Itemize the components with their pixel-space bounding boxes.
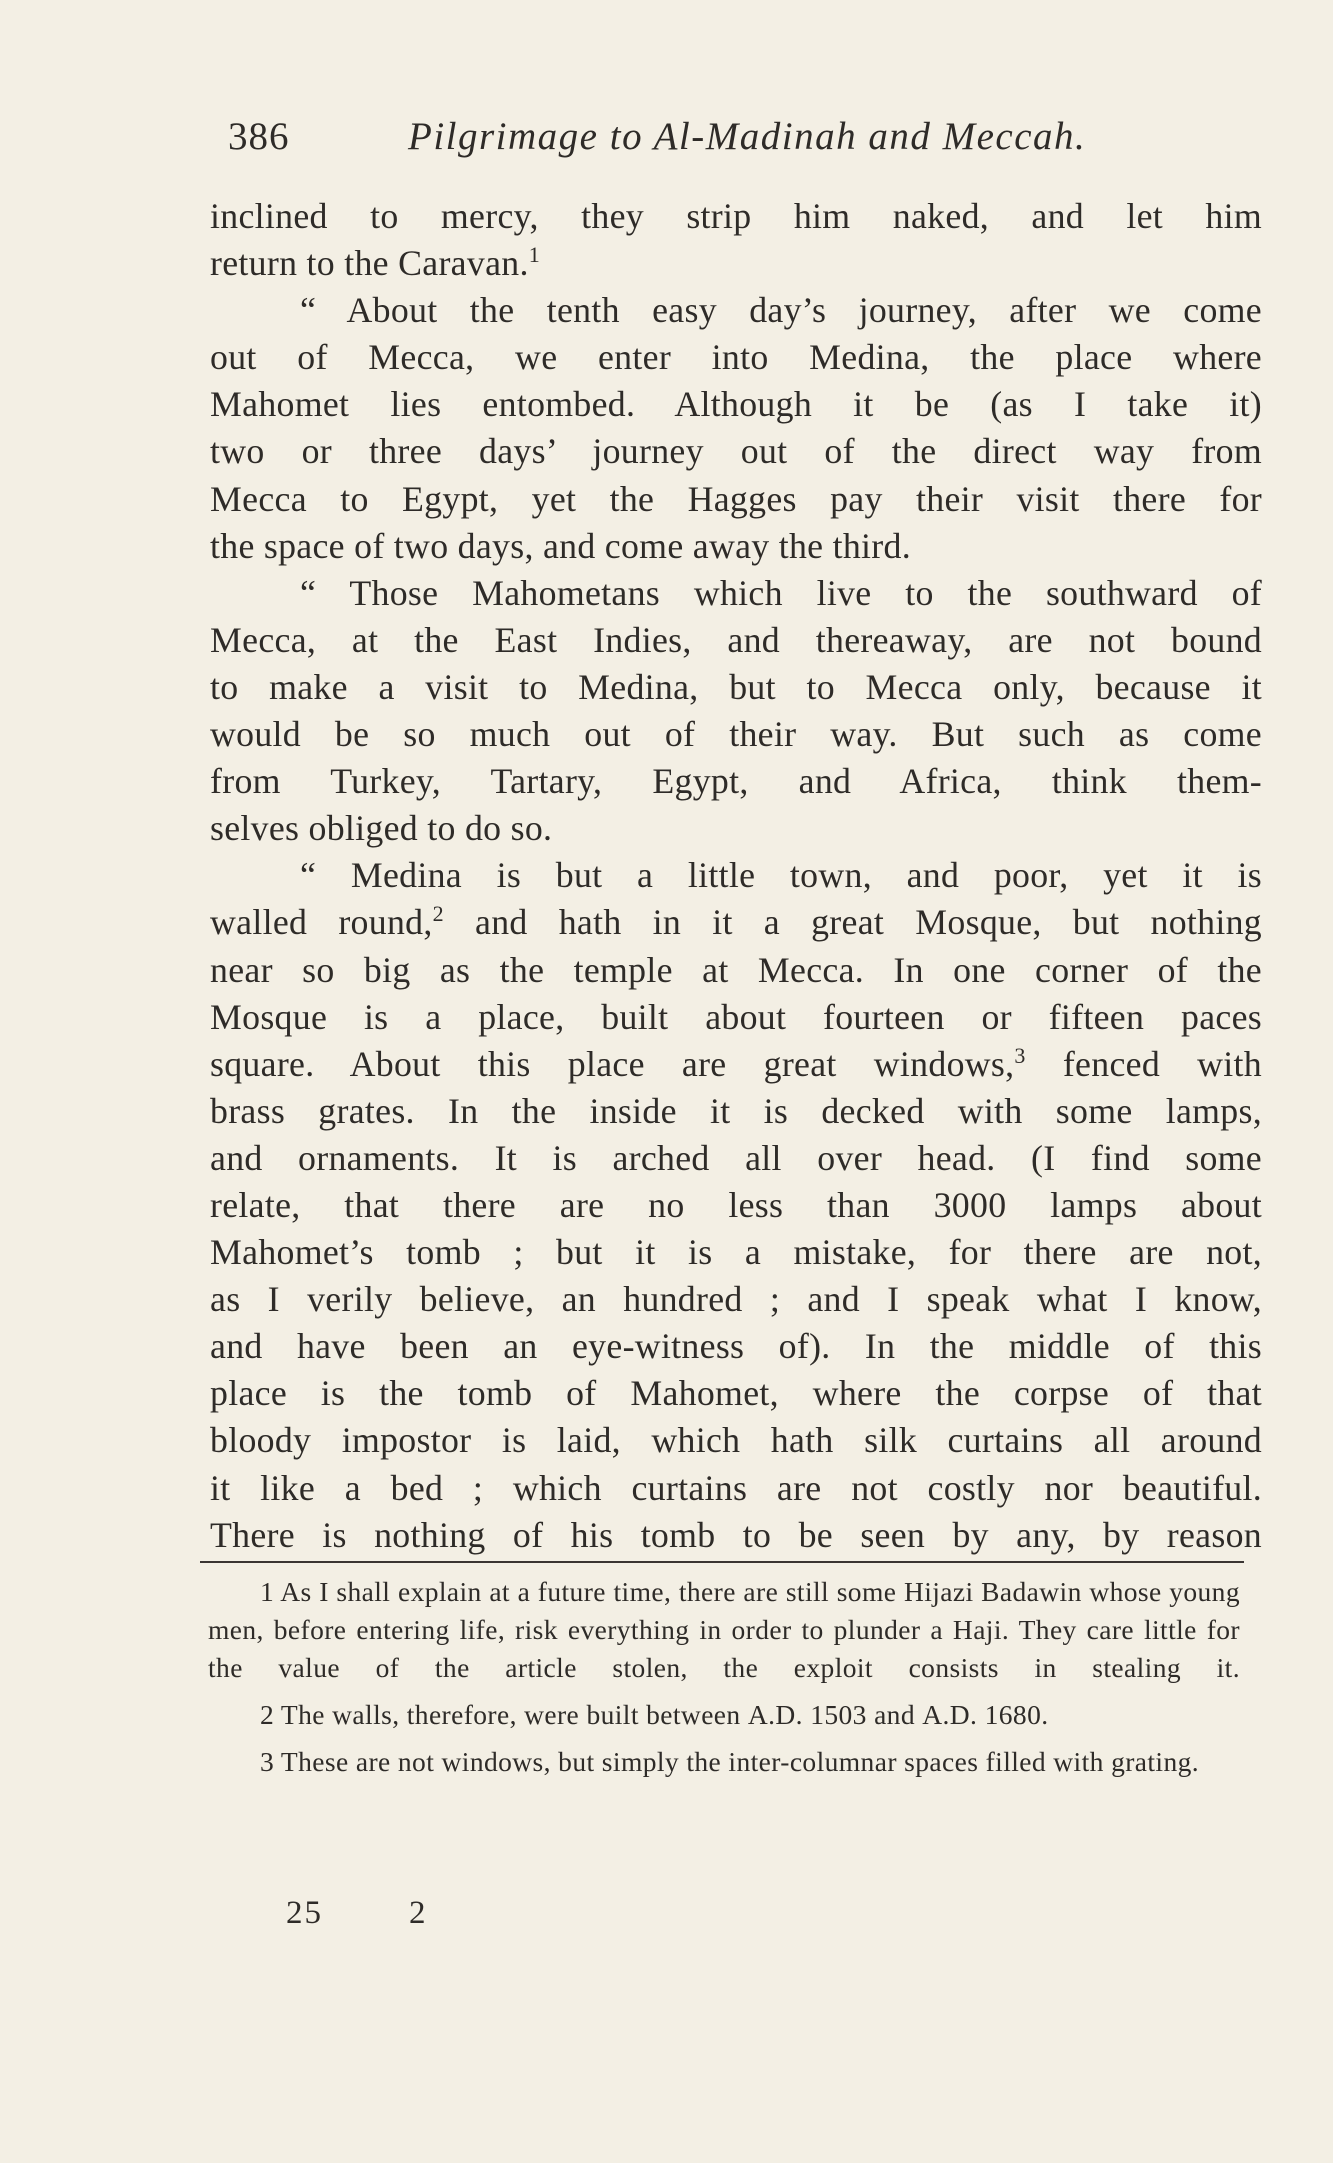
running-title: Pilgrimage to Al-Madinah and Meccah. xyxy=(408,115,1087,158)
footnote-2 xyxy=(208,1696,1240,1734)
body-text xyxy=(210,193,1262,1559)
text-line: “ Medina is but a little town, and poor, yet it is xyxy=(300,855,1262,896)
text-line: the space of two days, and come away the third. xyxy=(210,525,911,566)
text-line: place is the tomb of Mahomet, where the corpse of that xyxy=(210,1373,1262,1414)
text-line: brass grates. In the inside it is decked with some lamps, xyxy=(210,1090,1262,1131)
text-line: Mecca to Egypt, yet the Hagges pay their visit there for xyxy=(210,478,1262,519)
footnote-marker-1[interactable]: 1 xyxy=(528,242,541,268)
text-line: and have been an eye-witness of). In the middle of this xyxy=(210,1326,1262,1367)
footnote-marker-3[interactable]: 3 xyxy=(1014,1042,1026,1068)
text-line xyxy=(210,1041,1262,1088)
signature-sheet: 25 xyxy=(286,1895,323,1931)
footnote-3: 3 These are not windows, but simply the inter-columnar spaces filled with grating. xyxy=(260,1746,1200,1777)
page-number: 386 xyxy=(228,115,290,158)
text-line: Mosque is a place, built about fourteen or fifteen paces xyxy=(210,996,1262,1037)
footnote-rule xyxy=(200,1561,1244,1563)
footnotes xyxy=(208,1573,1240,1790)
text-span: walled round, xyxy=(210,902,433,943)
era-abbrev: A.D. xyxy=(922,1699,978,1730)
footnote-marker-2[interactable]: 2 xyxy=(432,901,444,927)
text-line: near so big as the temple at Mecca. In one corner of the xyxy=(210,949,1262,990)
text-span: 1503 and xyxy=(802,1699,923,1730)
text-line xyxy=(210,240,1262,287)
text-line: selves obliged to do so. xyxy=(210,808,553,849)
text-line: relate, that there are no less than 3000 lamps about xyxy=(210,1184,1262,1225)
text-span: square. About this place are great windows, xyxy=(210,1043,1015,1084)
text-line: Mahomet’s tomb ; but it is a mistake, for there are not, xyxy=(210,1232,1262,1273)
signature-part: 2 xyxy=(409,1895,428,1931)
text-line: bloody impostor is laid, which hath silk curtains all around xyxy=(210,1420,1262,1461)
text-span: 2 The walls, therefore, were built between xyxy=(260,1699,748,1730)
paragraph-2 xyxy=(210,287,1262,570)
text-line: two or three days’ journey out of the direct way from xyxy=(210,431,1262,472)
text-span: 1680. xyxy=(977,1699,1049,1730)
text-line: “ About the tenth easy day’s journey, after we come xyxy=(300,290,1262,331)
text-line: as I verily believe, an hundred ; and I speak what I know, xyxy=(210,1279,1262,1320)
text-line: “ Those Mahometans which live to the southward of xyxy=(300,572,1262,613)
paragraph-4 xyxy=(210,852,1262,1558)
text-span: return to the Caravan. xyxy=(210,243,529,284)
running-head xyxy=(228,114,1258,174)
text-line: out of Mecca, we enter into Medina, the place where xyxy=(210,337,1262,378)
text-line: it like a bed ; which curtains are not costly nor beautiful. xyxy=(210,1467,1262,1508)
printer-signature xyxy=(286,1895,428,1932)
text-line: Mecca, at the East Indies, and thereaway, are not bound xyxy=(210,619,1262,660)
text-line: inclined to mercy, they strip him naked, and let him xyxy=(210,196,1262,236)
text-line xyxy=(210,899,1262,946)
text-line: would be so much out of their way. But such as come xyxy=(210,714,1262,755)
paragraph-1 xyxy=(210,193,1262,287)
text-line: There is nothing of his tomb to be seen by any, by reason xyxy=(210,1514,1262,1555)
text-line: to make a visit to Medina, but to Mecca only, because it xyxy=(210,666,1262,707)
text-line: and ornaments. It is arched all over head. (I find some xyxy=(210,1137,1262,1178)
text-line: from Turkey, Tartary, Egypt, and Africa, think them- xyxy=(210,761,1262,802)
era-abbrev: A.D. xyxy=(747,1699,803,1730)
paragraph-3 xyxy=(210,570,1262,853)
text-line: Mahomet lies entombed. Although it be (as I take it) xyxy=(210,384,1262,425)
text-span: and hath in it a great Mosque, but nothing xyxy=(443,902,1262,943)
text-span: fenced with xyxy=(1025,1043,1262,1084)
footnote-1: 1 As I shall explain at a future time, there are still some Hijazi Badawin whose young men, before entering life, risk everything in order to plunder a Haji. They care little for the value of the article stolen, the exploit consists in stealing it. xyxy=(208,1576,1240,1683)
